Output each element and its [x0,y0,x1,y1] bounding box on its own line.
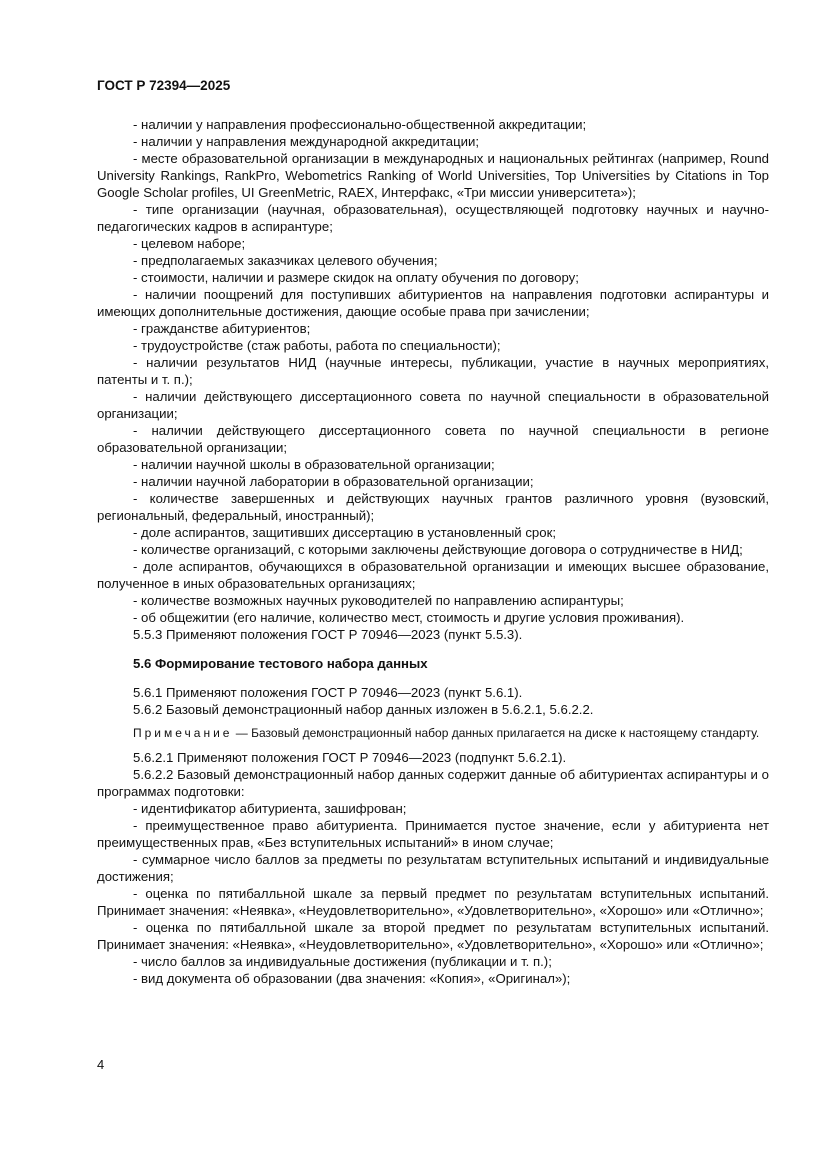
list-item: - число баллов за индивидуальные достижения (публикации и т. п.); [133,954,552,969]
list-item: - оценка по пятибалльной шкале за первый предмет по результатам вступительных испытаний. Принимает значения: «Неявка», «Неудовлетворительно», «Удовлетворительно», «Хорошо» или «Отлично»; [97,886,769,918]
note-text: — Базовый демонстрационный набор данных прилагается на диске к настоящему стандарту. [232,726,760,740]
list-dataset-fields [97,800,769,987]
list-item: - наличии у направления профессионально-общественной аккредитации; [133,117,587,132]
list-item: - об общежитии (его наличие, количество мест, стоимость и другие условия проживания). [133,610,685,625]
list-item: - наличии научной лаборатории в образовательной организации; [133,474,534,489]
clause-5-6-2-1: 5.6.2.1 Применяют положения ГОСТ Р 70946—2023 (подпункт 5.6.2.1). [133,750,567,765]
document-header: ГОСТ Р 72394—2025 [97,78,231,93]
list-item: - количестве завершенных и действующих научных грантов различного уровня (вузовский, региональный, федеральный, иностранный); [97,491,769,523]
page-number: 4 [97,1057,105,1072]
list-item: - типе организации (научная, образовательная), осуществляющей подготовку научных и научно-педагогических кадров в аспирантуре; [97,202,769,234]
list-item: - оценка по пятибалльной шкале за второй предмет по результатам вступительных испытаний. Принимает значения: «Неявка», «Неудовлетворительно», «Удовлетворительно», «Хорошо» или «Отлично»; [97,920,769,952]
clause-5-6-2-2: 5.6.2.2 Базовый демонстрационный набор данных содержит данные об абитуриентах аспирантуры и о программах подготовки: [97,767,769,799]
list-item: - гражданстве абитуриентов; [133,321,311,336]
list-item: - целевом наборе; [133,236,246,251]
list-item: - доле аспирантов, защитивших диссертацию в установленный срок; [133,525,557,540]
clause-5-6-2: 5.6.2 Базовый демонстрационный набор данных изложен в 5.6.2.1, 5.6.2.2. [133,702,594,717]
list-item: - наличии научной школы в образовательной организации; [133,457,495,472]
list-item: - наличии поощрений для поступивших абитуриентов на направления подготовки аспирантуры и имеющих дополнительные достижения, дающие особые права при зачислении; [97,287,769,319]
page-content [97,116,769,987]
list-item: - вид документа об образовании (два значения: «Копия», «Оригинал»); [133,971,571,986]
note [97,726,769,741]
list-item: - наличии действующего диссертационного совета по научной специальности в образовательной организации; [97,389,769,421]
list-item: - доле аспирантов, обучающихся в образовательной организации и имеющих высшее образование, полученное в иных образовательных организациях; [97,559,769,591]
list-item: - стоимости, наличии и размере скидок на оплату обучения по договору; [133,270,579,285]
list-item: - наличии результатов НИД (научные интересы, публикации, участие в научных мероприятиях, патенты и т. п.); [97,355,769,387]
clause-5-5-3: 5.5.3 Применяют положения ГОСТ Р 70946—2023 (пункт 5.5.3). [133,627,523,642]
list-item: - трудоустройстве (стаж работы, работа по специальности); [133,338,501,353]
list-item: - идентификатор абитуриента, зашифрован; [133,801,407,816]
list-item: - суммарное число баллов за предметы по результатам вступительных испытаний и индивидуальные достижения; [97,852,769,884]
note-label: Примечание [133,726,233,740]
list-item: - месте образовательной организации в международных и национальных рейтингах (например, Round University Rankings, RankPro, Webometrics Ranking of World Universities, Top Universities by Citations in Top Google Scholar profiles, UI GreenMetric, RAEX, Интерфакс, «Три миссии университета»); [97,151,769,200]
list-item: - предполагаемых заказчиках целевого обучения; [133,253,438,268]
list-item: - преимущественное право абитуриента. Принимается пустое значение, если у абитуриента нет преимущественных прав, «Без вступительных испытаний» в ином случае; [97,818,769,850]
list-item: - количестве организаций, с которыми заключены действующие договора о сотрудничестве в НИД; [133,542,743,557]
list-attributes [97,116,769,626]
list-item: - наличии действующего диссертационного совета по научной специальности в регионе образовательной организации; [97,423,769,455]
clause-5-6-1: 5.6.1 Применяют положения ГОСТ Р 70946—2023 (пункт 5.6.1). [133,685,523,700]
section-heading: 5.6 Формирование тестового набора данных [133,656,428,671]
list-item: - наличии у направления международной аккредитации; [133,134,480,149]
list-item: - количестве возможных научных руководителей по направлению аспирантуры; [133,593,624,608]
